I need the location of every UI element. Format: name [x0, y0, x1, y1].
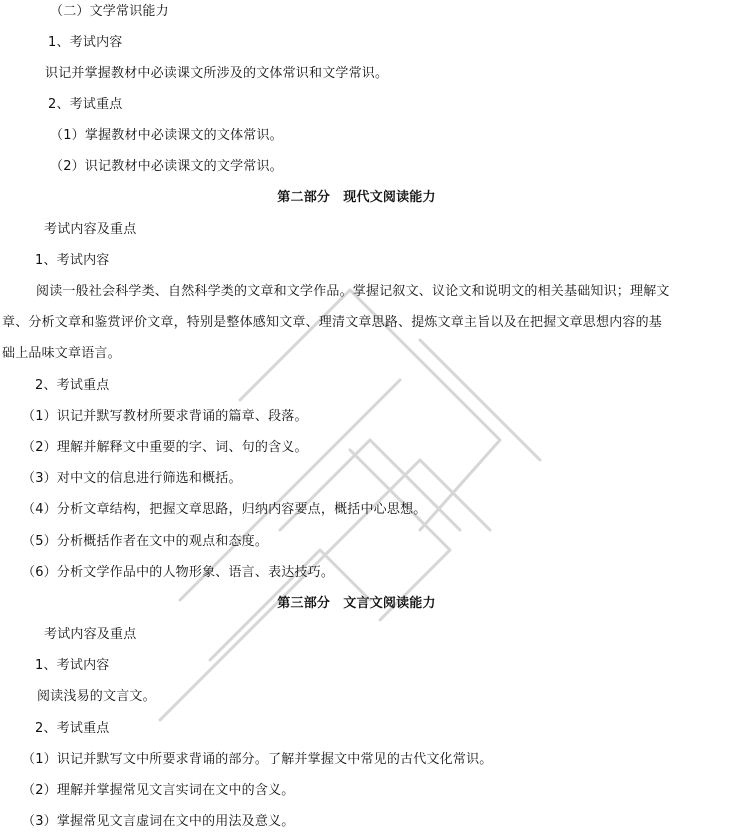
- focus-label: 2、考试重点: [35, 378, 110, 393]
- focus-item: （2）识记教材中必读课文的文学常识。: [50, 159, 283, 174]
- focus-item: （6）分析文学作品中的人物形象、语言、表达技巧。: [22, 565, 335, 580]
- focus-item: （1）识记并默写文中所要求背诵的部分。了解并掌握文中常见的古代文化常识。: [22, 752, 493, 767]
- part-two-subheading: 考试内容及重点: [44, 222, 137, 237]
- content-text: 阅读浅易的文言文。: [37, 689, 156, 704]
- part-three-heading: 第三部分 文言文阅读能力: [277, 596, 436, 611]
- part-two-heading: 第二部分 现代文阅读能力: [277, 190, 436, 205]
- focus-item: （2）理解并掌握常见文言实词在文中的含义。: [22, 783, 295, 798]
- focus-item: （3）掌握常见文言虚词在文中的用法及意义。: [22, 814, 295, 829]
- content-label: 1、考试内容: [35, 253, 110, 268]
- content-label: 1、考试内容: [35, 658, 110, 673]
- content-text: 识记并掌握教材中必读课文所涉及的文体常识和文学常识。: [45, 66, 389, 81]
- focus-label: 2、考试重点: [48, 97, 123, 112]
- focus-item: （5）分析概括作者在文中的观点和态度。: [22, 534, 269, 549]
- focus-label: 2、考试重点: [35, 721, 110, 736]
- part-three-subheading: 考试内容及重点: [44, 627, 137, 642]
- focus-item: （1）识记并默写教材所要求背诵的篇章、段落。: [22, 409, 308, 424]
- content-text-line: 础上品味文章语言。: [2, 346, 121, 361]
- focus-item: （1）掌握教材中必读课文的文体常识。: [50, 128, 283, 143]
- content-label: 1、考试内容: [48, 35, 123, 50]
- section-title-literary-knowledge: （二）文学常识能力: [50, 4, 169, 19]
- focus-item: （2）理解并解释文中重要的字、词、句的含义。: [22, 440, 308, 455]
- content-text-line: 阅读一般社会科学类、自然科学类的文章和文学作品。掌握记叙文、议论文和说明文的相关基础知识；理解文: [36, 284, 670, 299]
- content-text-line: 章、分析文章和鉴赏评价文章，特别是整体感知文章、理清文章思路、提炼文章主旨以及在把握文章思想内容的基: [2, 315, 663, 330]
- focus-item: （3）对中文的信息进行筛选和概括。: [22, 471, 242, 486]
- focus-item: （4）分析文章结构，把握文章思路，归纳内容要点，概括中心思想。: [22, 502, 427, 517]
